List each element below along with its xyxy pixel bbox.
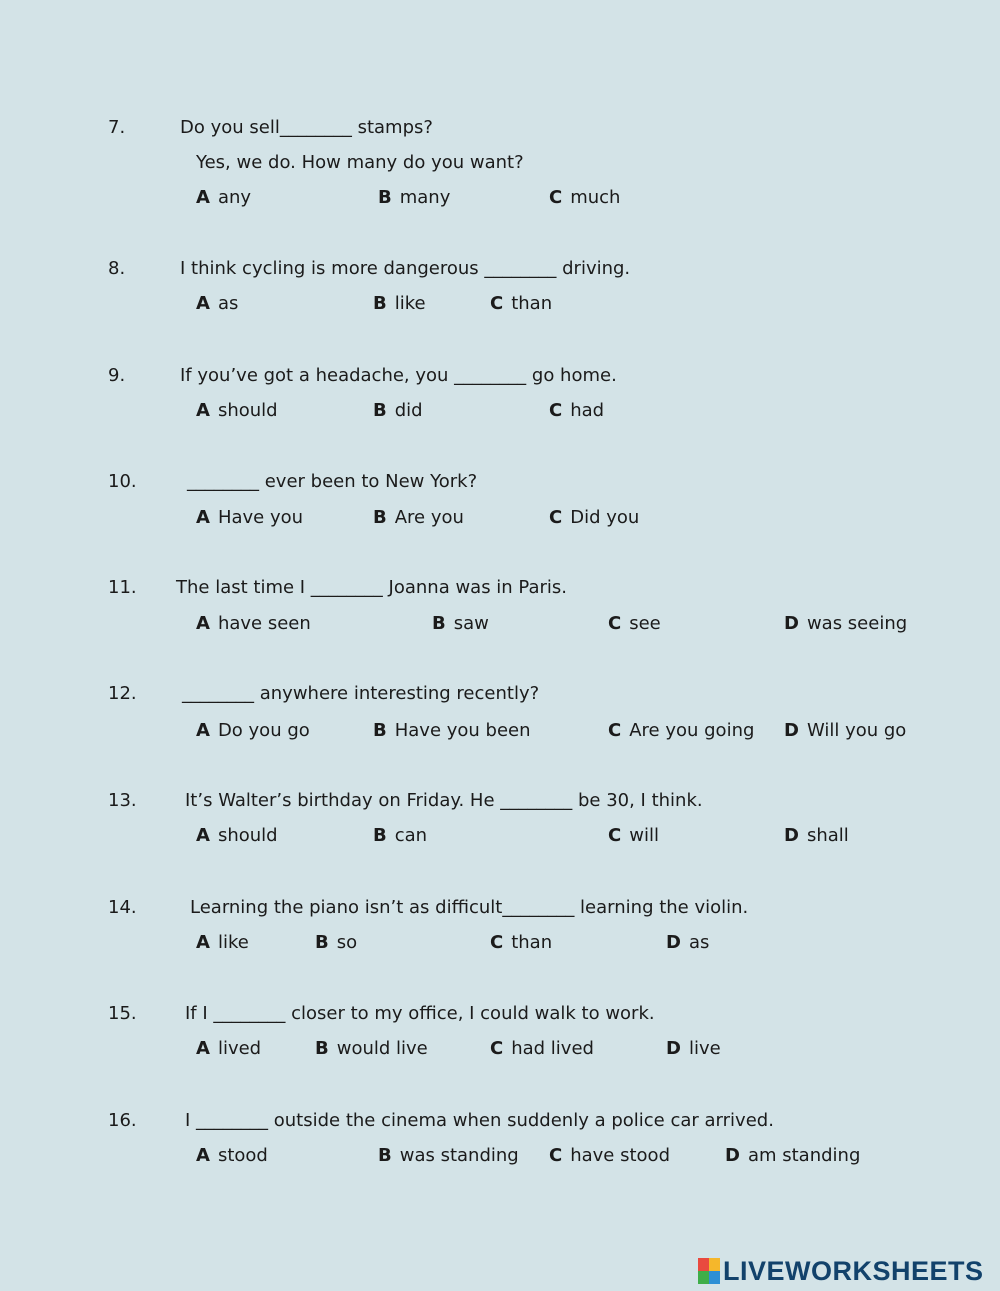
option-a[interactable] (196, 400, 278, 421)
option-letter: C (549, 187, 563, 208)
option-text: any (217, 187, 252, 208)
option-b[interactable] (373, 825, 427, 846)
option-text: was seeing (806, 613, 908, 634)
question-9 (0, 365, 1000, 445)
option-text: should (217, 400, 278, 421)
option-letter: C (608, 720, 622, 741)
option-a[interactable] (196, 1038, 261, 1059)
option-letter: C (549, 1145, 563, 1166)
option-c[interactable] (490, 293, 552, 314)
option-text: Are you going (629, 720, 755, 741)
option-d[interactable] (784, 825, 849, 846)
option-text: lived (217, 1038, 262, 1059)
option-text: did (394, 400, 423, 421)
option-b[interactable] (373, 507, 464, 528)
option-letter: A (196, 1038, 210, 1059)
option-letter: B (373, 720, 387, 741)
option-text: have stood (570, 1145, 670, 1166)
option-letter: A (196, 932, 210, 953)
option-text: than (511, 293, 553, 314)
option-letter: D (666, 1038, 681, 1059)
option-letter: A (196, 400, 210, 421)
option-b[interactable] (373, 400, 423, 421)
question-number: 9. (108, 365, 126, 386)
option-letter: C (490, 932, 504, 953)
option-text: much (570, 187, 621, 208)
option-text: like (217, 932, 249, 953)
question-7 (0, 117, 1000, 208)
question-text: Do you sell________ stamps? (180, 117, 433, 138)
option-d[interactable] (784, 720, 906, 741)
option-text: saw (453, 613, 489, 634)
option-text: than (511, 932, 553, 953)
option-letter: B (315, 932, 329, 953)
option-text: as (217, 293, 239, 314)
question-number: 7. (108, 117, 126, 138)
option-letter: A (196, 187, 210, 208)
option-b[interactable] (315, 932, 357, 953)
option-letter: B (315, 1038, 329, 1059)
option-text: Have you (217, 507, 304, 528)
question-text: ________ ever been to New York? (187, 471, 478, 492)
option-d[interactable] (666, 932, 709, 953)
option-letter: A (196, 720, 210, 741)
option-letter: B (378, 1145, 392, 1166)
question-15 (0, 1003, 1000, 1083)
option-a[interactable] (196, 1145, 268, 1166)
option-text: live (688, 1038, 721, 1059)
option-c[interactable] (608, 720, 754, 741)
option-text: shall (806, 825, 849, 846)
option-b[interactable] (378, 187, 450, 208)
option-b[interactable] (378, 1145, 519, 1166)
question-number: 10. (108, 471, 137, 492)
option-letter: D (784, 613, 799, 634)
option-b[interactable] (315, 1038, 428, 1059)
option-letter: B (432, 613, 446, 634)
option-letter: A (196, 507, 210, 528)
question-number: 13. (108, 790, 137, 811)
option-text: had (570, 400, 605, 421)
option-letter: A (196, 613, 210, 634)
option-text: will (629, 825, 659, 846)
option-text: stood (217, 1145, 268, 1166)
question-number: 16. (108, 1110, 137, 1131)
option-letter: A (196, 825, 210, 846)
option-c[interactable] (549, 400, 604, 421)
option-text: Have you been (394, 720, 531, 741)
logo-icon (698, 1258, 720, 1284)
option-letter: C (490, 1038, 504, 1059)
option-letter: C (549, 507, 563, 528)
option-c[interactable] (490, 932, 552, 953)
option-letter: B (373, 400, 387, 421)
logo-text: LIVEWORKSHEETS (723, 1255, 984, 1286)
liveworksheets-logo[interactable] (698, 1256, 984, 1286)
option-d[interactable] (666, 1038, 721, 1059)
question-10 (0, 471, 1000, 551)
question-number: 14. (108, 897, 137, 918)
option-d[interactable] (725, 1145, 860, 1166)
question-13 (0, 790, 1000, 870)
question-12 (0, 683, 1000, 763)
question-text: Learning the piano isn’t as difficult________ learning the violin. (190, 897, 749, 918)
option-letter: C (549, 400, 563, 421)
option-text: can (394, 825, 428, 846)
option-letter: B (378, 187, 392, 208)
question-text: If you’ve got a headache, you ________ go home. (180, 365, 617, 386)
option-text: was standing (399, 1145, 519, 1166)
question-text-2: Yes, we do. How many do you want? (196, 152, 524, 173)
question-text: I ________ outside the cinema when suddenly a police car arrived. (185, 1110, 774, 1131)
option-a[interactable] (196, 825, 278, 846)
option-text: Do you go (217, 720, 310, 741)
option-text: would live (336, 1038, 428, 1059)
option-letter: A (196, 1145, 210, 1166)
option-text: many (399, 187, 451, 208)
option-text: like (394, 293, 426, 314)
option-c[interactable] (549, 187, 620, 208)
option-letter: C (608, 613, 622, 634)
question-text: ________ anywhere interesting recently? (182, 683, 540, 704)
option-a[interactable] (196, 507, 303, 528)
option-a[interactable] (196, 293, 238, 314)
question-text: The last time I ________ Joanna was in Paris. (176, 577, 568, 598)
option-text: should (217, 825, 278, 846)
option-text: see (629, 613, 661, 634)
option-text: had lived (511, 1038, 594, 1059)
option-text: have seen (217, 613, 311, 634)
option-text: as (688, 932, 710, 953)
option-letter: C (490, 293, 504, 314)
option-text: Did you (570, 507, 640, 528)
option-b[interactable] (432, 613, 489, 634)
option-text: am standing (747, 1145, 861, 1166)
option-letter: D (666, 932, 681, 953)
question-number: 12. (108, 683, 137, 704)
option-c[interactable] (549, 507, 639, 528)
option-letter: C (608, 825, 622, 846)
option-letter: B (373, 825, 387, 846)
option-text: so (336, 932, 358, 953)
question-number: 8. (108, 258, 126, 279)
option-c[interactable] (608, 825, 659, 846)
option-c[interactable] (490, 1038, 594, 1059)
option-letter: B (373, 293, 387, 314)
option-a[interactable] (196, 932, 249, 953)
option-letter: D (784, 720, 799, 741)
option-c[interactable] (608, 613, 661, 634)
option-letter: B (373, 507, 387, 528)
option-c[interactable] (549, 1145, 670, 1166)
option-b[interactable] (373, 720, 531, 741)
option-text: Are you (394, 507, 464, 528)
question-text: It’s Walter’s birthday on Friday. He ________ be 30, I think. (185, 790, 703, 811)
option-letter: D (725, 1145, 740, 1166)
question-number: 15. (108, 1003, 137, 1024)
option-b[interactable] (373, 293, 426, 314)
option-a[interactable] (196, 720, 310, 741)
option-letter: A (196, 293, 210, 314)
question-16 (0, 1110, 1000, 1190)
question-text: If I ________ closer to my office, I could walk to work. (185, 1003, 655, 1024)
option-d[interactable] (784, 613, 907, 634)
question-number: 11. (108, 577, 137, 598)
option-text: Will you go (806, 720, 907, 741)
question-14 (0, 897, 1000, 977)
option-letter: D (784, 825, 799, 846)
question-8 (0, 258, 1000, 338)
option-a[interactable] (196, 613, 311, 634)
option-a[interactable] (196, 187, 251, 208)
question-11 (0, 577, 1000, 657)
question-text: I think cycling is more dangerous ________ driving. (180, 258, 631, 279)
